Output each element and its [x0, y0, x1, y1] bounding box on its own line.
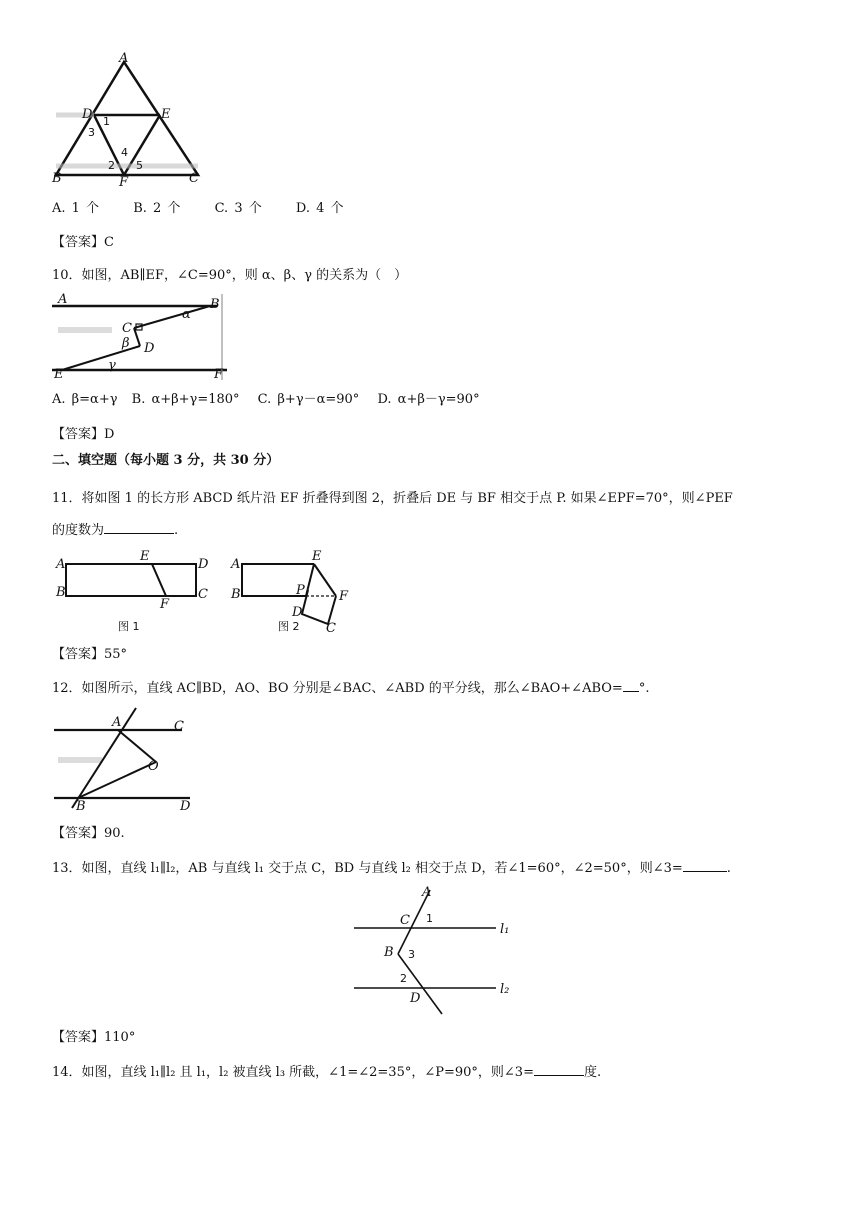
section-heading: 二、填空题（每小题 3 分，共 30 分） [52, 453, 280, 468]
q13-answer: 【答案】110° [52, 1030, 136, 1045]
q11-fig1-point-d: D [198, 557, 209, 572]
q13-angle-3: 3 [408, 948, 415, 961]
q13-stem [52, 857, 731, 876]
q11-stem-line2 [52, 519, 178, 538]
q10-parallel-lines-diagram [52, 290, 232, 380]
q9-triangle-diagram [48, 48, 208, 188]
q10-option-d: D. α+β－γ=90° [377, 392, 480, 407]
q13-point-a: A [422, 885, 432, 900]
q10-figure [52, 290, 232, 380]
q11-figure-1 [52, 550, 222, 636]
q11-fig1-point-e: E [140, 550, 150, 564]
q12-point-c: C [174, 719, 184, 734]
q11-fig2-point-b: B [231, 587, 241, 602]
q10-point-e: E [54, 367, 64, 380]
q9-angle-3: 3 [88, 126, 95, 139]
q11-fig2-point-e: E [312, 550, 322, 564]
q11-fig2-point-f: F [339, 589, 349, 604]
q10-angle-beta: β [122, 336, 130, 351]
q13-figure [352, 884, 522, 1016]
q12-stem [52, 677, 649, 696]
q13-angle-1: 1 [426, 912, 433, 925]
q11-fig2-point-a: A [231, 557, 241, 572]
q9-options [52, 197, 344, 216]
q11-fig1-point-c: C [198, 587, 208, 602]
q10-option-a: A. β=α+γ [52, 392, 118, 407]
q13-stem-suffix: . [726, 861, 731, 876]
q12-stem-prefix: 12．如图所示，直线 AC∥BD，AO、BO 分别是∠BAC、∠ABD 的平分线，那么∠BAO+∠ABO= [52, 681, 623, 696]
q10-options [52, 388, 480, 407]
q10-point-b: B [210, 297, 220, 312]
q11-stem-prefix: 的度数为 [52, 523, 105, 538]
q9-option-a: A. 1 个 [52, 201, 100, 216]
q12-answer-blank [623, 679, 639, 692]
q10-angle-gamma: γ [108, 358, 116, 373]
q12-figure [52, 704, 202, 812]
q9-answer: 【答案】C [52, 235, 114, 250]
q9-option-c: C. 3 个 [214, 201, 262, 216]
q9-point-d: D [82, 107, 93, 122]
q9-angle-2: 2 [108, 159, 115, 172]
q9-point-f: F [119, 175, 129, 188]
q11-folded-rectangle-diagram [224, 550, 364, 636]
q11-fig1-point-b: B [56, 585, 66, 600]
q10-point-c: C [122, 321, 132, 336]
q9-angle-5: 5 [136, 159, 143, 172]
q11-fig1-caption: 图 1 [118, 620, 140, 633]
q12-point-a: A [112, 715, 122, 730]
q9-option-d: D. 4 个 [295, 201, 344, 216]
q11-rectangle-diagram [52, 550, 222, 636]
q9-figure [48, 48, 208, 188]
q14-stem-suffix: 度. [583, 1065, 602, 1080]
q13-parallel-lines-diagram [352, 884, 522, 1016]
q9-angle-1: 1 [103, 115, 110, 128]
q12-point-b: B [76, 799, 86, 812]
q11-fig2-point-p: P [296, 583, 305, 598]
q11-figure-2 [224, 550, 364, 636]
q13-answer-blank [683, 859, 727, 872]
q14-answer-blank [534, 1063, 584, 1076]
q11-answer-blank [104, 521, 174, 534]
q11-fig2-caption: 图 2 [278, 620, 300, 633]
q9-point-e: E [161, 107, 171, 122]
q10-point-d: D [144, 341, 155, 356]
q13-point-c: C [400, 913, 410, 928]
q10-option-b: B. α+β+γ=180° [131, 392, 240, 407]
q13-point-b: B [384, 945, 394, 960]
q14-stem [52, 1061, 601, 1080]
q10-stem: 10．如图，AB∥EF，∠C=90°，则 α、β、γ 的关系为（ ） [52, 268, 408, 283]
q9-point-b: B [52, 171, 62, 186]
q11-fig1-point-f: F [160, 597, 170, 612]
q13-stem-prefix: 13．如图，直线 l₁∥l₂，AB 与直线 l₁ 交于点 C，BD 与直线 l₂ 相交于点 D，若∠1=60°，∠2=50°，则∠3= [52, 861, 683, 876]
q9-point-c: C [189, 171, 199, 186]
q10-point-f: F [214, 367, 224, 380]
q11-stem-suffix: . [174, 523, 179, 538]
q12-answer: 【答案】90. [52, 826, 125, 841]
q11-fig2-point-c: C [326, 621, 336, 636]
q12-point-o: O [148, 759, 159, 774]
q11-answer: 【答案】55° [52, 647, 128, 662]
q9-angle-4: 4 [121, 146, 128, 159]
q11-stem-line1: 11．将如图 1 的长方形 ABCD 纸片沿 EF 折叠得到图 2，折叠后 DE 与 BF 相交于点 P. 如果∠EPF=70°，则∠PEF [52, 491, 733, 506]
q12-point-d: D [180, 799, 191, 812]
q14-stem-prefix: 14．如图，直线 l₁∥l₂ 且 l₁，l₂ 被直线 l₃ 所截，∠1=∠2=35°，∠P=90°，则∠3= [52, 1065, 534, 1080]
q12-bisector-diagram [52, 704, 202, 812]
q13-angle-2: 2 [400, 972, 407, 985]
q13-line-l2: l₂ [500, 982, 510, 997]
q9-point-a: A [119, 51, 129, 66]
q13-point-d: D [410, 991, 421, 1006]
q9-option-b: B. 2 个 [133, 201, 181, 216]
q11-fig1-point-a: A [56, 557, 66, 572]
q10-answer: 【答案】D [52, 427, 115, 442]
q10-angle-alpha: α [182, 307, 191, 322]
q10-point-a: A [58, 292, 68, 307]
q13-line-l1: l₁ [500, 922, 510, 937]
q12-stem-suffix: °. [638, 681, 650, 696]
q11-fig2-point-d: D [292, 605, 303, 620]
q10-option-c: C. β+γ－α=90° [257, 392, 360, 407]
